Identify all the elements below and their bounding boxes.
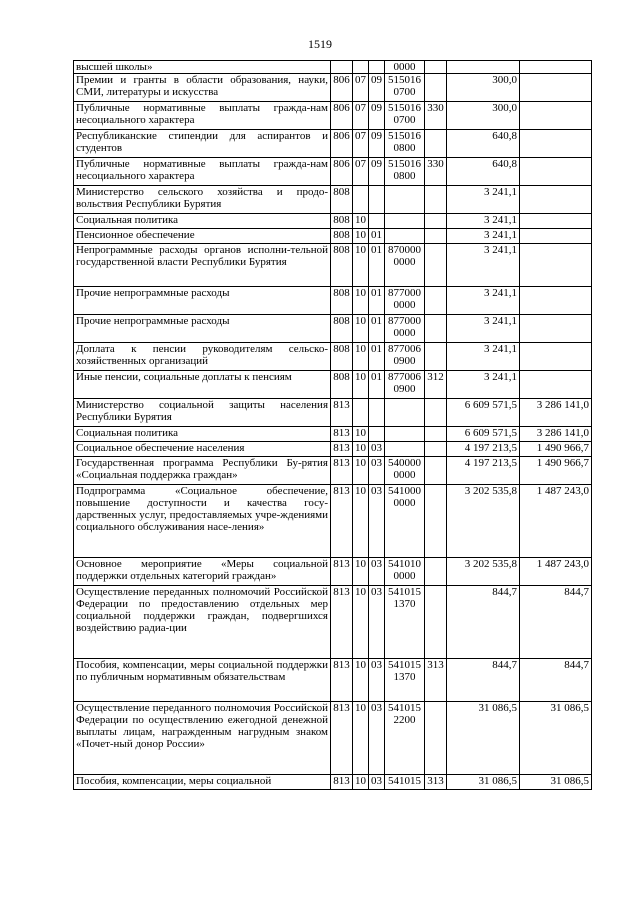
table-body: [74, 61, 592, 790]
target-code: 515016 0700: [385, 102, 425, 130]
target-code: 540000 0000: [385, 457, 425, 485]
amount-1: 4 197 213,5: [447, 442, 520, 457]
amount-1: 6 609 571,5: [447, 399, 520, 427]
section-code: 10: [353, 457, 369, 485]
section-code: [353, 399, 369, 427]
target-code: [385, 442, 425, 457]
target-code: 541015: [385, 775, 425, 790]
target-code: 541000 0000: [385, 485, 425, 558]
target-code: [385, 214, 425, 229]
section-code: 10: [353, 659, 369, 702]
amount-2: [520, 186, 592, 214]
row-name: Непрограммные расходы органов исполни-тельной государственной власти Республики Бурятия: [74, 244, 331, 287]
table-row: [74, 399, 592, 427]
section-code: 10: [353, 214, 369, 229]
table-row: [74, 229, 592, 244]
table-row: [74, 130, 592, 158]
table-row: [74, 775, 592, 790]
amount-2: [520, 74, 592, 102]
amount-1: 31 086,5: [447, 775, 520, 790]
subsection-code: 03: [369, 485, 385, 558]
ministry-code: 806: [331, 74, 353, 102]
amount-2: [520, 130, 592, 158]
ministry-code: 806: [331, 130, 353, 158]
amount-2: [520, 214, 592, 229]
table-row: [74, 427, 592, 442]
expense-type-code: 313: [425, 775, 447, 790]
table-row: [74, 343, 592, 371]
amount-1: 3 241,1: [447, 287, 520, 315]
amount-2: [520, 371, 592, 399]
amount-1: 3 241,1: [447, 371, 520, 399]
expense-type-code: [425, 61, 447, 74]
subsection-code: 03: [369, 775, 385, 790]
target-code: [385, 229, 425, 244]
ministry-code: 813: [331, 775, 353, 790]
amount-1: 3 241,1: [447, 229, 520, 244]
target-code: [385, 427, 425, 442]
row-name: Пособия, компенсации, меры социальной поддержки по публичным нормативным обязательствам: [74, 659, 331, 702]
amount-2: [520, 287, 592, 315]
section-code: 10: [353, 287, 369, 315]
subsection-code: [369, 399, 385, 427]
expense-type-code: [425, 343, 447, 371]
amount-2: [520, 229, 592, 244]
expense-type-code: [425, 74, 447, 102]
subsection-code: 09: [369, 74, 385, 102]
table-row: [74, 74, 592, 102]
ministry-code: 813: [331, 427, 353, 442]
table-row: [74, 186, 592, 214]
subsection-code: 03: [369, 457, 385, 485]
subsection-code: 01: [369, 315, 385, 343]
ministry-code: 808: [331, 214, 353, 229]
subsection-code: 03: [369, 586, 385, 659]
ministry-code: 813: [331, 457, 353, 485]
target-code: 541015 1370: [385, 586, 425, 659]
amount-2: 3 286 141,0: [520, 399, 592, 427]
subsection-code: 01: [369, 371, 385, 399]
expense-type-code: 330: [425, 158, 447, 186]
section-code: 10: [353, 427, 369, 442]
amount-2: 3 286 141,0: [520, 427, 592, 442]
target-code: 515016 0800: [385, 158, 425, 186]
ministry-code: 813: [331, 399, 353, 427]
row-name: Социальная политика: [74, 427, 331, 442]
target-code: 541015 2200: [385, 702, 425, 775]
amount-1: 844,7: [447, 586, 520, 659]
target-code: 877006 0900: [385, 371, 425, 399]
expense-type-code: [425, 558, 447, 586]
ministry-code: 813: [331, 659, 353, 702]
table-row: [74, 457, 592, 485]
row-name: высшей школы»: [74, 61, 331, 74]
amount-1: 640,8: [447, 130, 520, 158]
amount-1: 4 197 213,5: [447, 457, 520, 485]
amount-2: 31 086,5: [520, 702, 592, 775]
expense-type-code: [425, 427, 447, 442]
row-name: Публичные нормативные выплаты гражда-нам несоциального характера: [74, 158, 331, 186]
ministry-code: 808: [331, 244, 353, 287]
row-name: Государственная программа Республики Бу-рятия «Социальная поддержка граждан»: [74, 457, 331, 485]
subsection-code: 01: [369, 229, 385, 244]
row-name: Пособия, компенсации, меры социальной: [74, 775, 331, 790]
section-code: 10: [353, 229, 369, 244]
expense-type-code: [425, 214, 447, 229]
target-code: 877006 0900: [385, 343, 425, 371]
section-code: 07: [353, 130, 369, 158]
expense-type-code: 330: [425, 102, 447, 130]
ministry-code: 813: [331, 586, 353, 659]
expense-type-code: [425, 442, 447, 457]
amount-2: 1 487 243,0: [520, 558, 592, 586]
row-name: Министерство сельского хозяйства и продо-вольствия Республики Бурятия: [74, 186, 331, 214]
row-name: Осуществление переданных полномочий Российской Федерации по предоставлению отдельных мер социальной поддержки граждан, подвергшихся воздействию радиа-ции: [74, 586, 331, 659]
ministry-code: 813: [331, 442, 353, 457]
row-name: Основное мероприятие «Меры социальной поддержки отдельных категорий граждан»: [74, 558, 331, 586]
subsection-code: 09: [369, 158, 385, 186]
table-row: [74, 485, 592, 558]
row-name: Иные пенсии, социальные доплаты к пенсиям: [74, 371, 331, 399]
section-code: [353, 61, 369, 74]
amount-1: 844,7: [447, 659, 520, 702]
target-code: 515016 0800: [385, 130, 425, 158]
ministry-code: 806: [331, 158, 353, 186]
ministry-code: 808: [331, 343, 353, 371]
table-row: [74, 102, 592, 130]
expense-type-code: [425, 186, 447, 214]
ministry-code: 808: [331, 186, 353, 214]
row-name: Прочие непрограммные расходы: [74, 315, 331, 343]
section-code: 10: [353, 442, 369, 457]
expense-type-code: [425, 399, 447, 427]
row-name: Социальная политика: [74, 214, 331, 229]
budget-table: [73, 60, 592, 790]
expense-type-code: [425, 586, 447, 659]
table-row: [74, 214, 592, 229]
ministry-code: 808: [331, 287, 353, 315]
amount-1: 640,8: [447, 158, 520, 186]
row-name: Осуществление переданного полномочия Российской Федерации по осуществлению ежегодной денежной выплаты лицам, награжденным нагрудным знаком «Почет-ный донор России»: [74, 702, 331, 775]
table-row: [74, 371, 592, 399]
subsection-code: 01: [369, 343, 385, 371]
amount-1: 3 241,1: [447, 315, 520, 343]
amount-1: 3 202 535,8: [447, 485, 520, 558]
section-code: 07: [353, 102, 369, 130]
row-name: Министерство социальной защиты населения Республики Бурятия: [74, 399, 331, 427]
expense-type-code: [425, 287, 447, 315]
amount-2: [520, 315, 592, 343]
subsection-code: 03: [369, 702, 385, 775]
table-row: [74, 158, 592, 186]
row-name: Публичные нормативные выплаты гражда-нам несоциального характера: [74, 102, 331, 130]
target-code: 877000 0000: [385, 287, 425, 315]
row-name: Прочие непрограммные расходы: [74, 287, 331, 315]
section-code: 10: [353, 702, 369, 775]
subsection-code: 01: [369, 244, 385, 287]
subsection-code: [369, 214, 385, 229]
section-code: 10: [353, 558, 369, 586]
expense-type-code: 313: [425, 659, 447, 702]
section-code: 10: [353, 485, 369, 558]
subsection-code: 09: [369, 130, 385, 158]
row-name: Республиканские стипендии для аспирантов и студентов: [74, 130, 331, 158]
subsection-code: 01: [369, 287, 385, 315]
amount-1: 300,0: [447, 102, 520, 130]
section-code: 10: [353, 586, 369, 659]
section-code: 10: [353, 315, 369, 343]
ministry-code: 813: [331, 702, 353, 775]
table-row: [74, 586, 592, 659]
section-code: 10: [353, 244, 369, 287]
page-number: 1519: [308, 37, 332, 51]
section-code: 10: [353, 343, 369, 371]
amount-2: 1 490 966,7: [520, 442, 592, 457]
target-code: 515016 0700: [385, 74, 425, 102]
amount-2: [520, 343, 592, 371]
subsection-code: [369, 186, 385, 214]
subsection-code: [369, 61, 385, 74]
amount-1: 3 241,1: [447, 186, 520, 214]
table-row: [74, 558, 592, 586]
expense-type-code: [425, 130, 447, 158]
row-name: Пенсионное обеспечение: [74, 229, 331, 244]
amount-1: 6 609 571,5: [447, 427, 520, 442]
expense-type-code: [425, 244, 447, 287]
amount-2: 844,7: [520, 586, 592, 659]
target-code: 877000 0000: [385, 315, 425, 343]
amount-2: [520, 102, 592, 130]
table-row: [74, 442, 592, 457]
ministry-code: 813: [331, 558, 353, 586]
amount-2: 844,7: [520, 659, 592, 702]
table-row: [74, 244, 592, 287]
subsection-code: 03: [369, 558, 385, 586]
ministry-code: 806: [331, 102, 353, 130]
amount-1: [447, 61, 520, 74]
subsection-code: 03: [369, 442, 385, 457]
subsection-code: 09: [369, 102, 385, 130]
section-code: 07: [353, 74, 369, 102]
amount-2: [520, 61, 592, 74]
row-name: Социальное обеспечение населения: [74, 442, 331, 457]
target-code: [385, 399, 425, 427]
ministry-code: 813: [331, 485, 353, 558]
target-code: 0000: [385, 61, 425, 74]
target-code: [385, 186, 425, 214]
table-row: [74, 61, 592, 74]
section-code: [353, 186, 369, 214]
row-name: Доплата к пенсии руководителям сельско-хозяйственных организаций: [74, 343, 331, 371]
ministry-code: [331, 61, 353, 74]
ministry-code: 808: [331, 315, 353, 343]
amount-1: 300,0: [447, 74, 520, 102]
expense-type-code: [425, 702, 447, 775]
table-row: [74, 659, 592, 702]
amount-2: 31 086,5: [520, 775, 592, 790]
expense-type-code: [425, 315, 447, 343]
amount-1: 3 241,1: [447, 343, 520, 371]
amount-1: 3 241,1: [447, 214, 520, 229]
section-code: 10: [353, 371, 369, 399]
row-name: Подпрограмма «Социальное обеспечение, повышение доступности и качества госу-дарственных услуг, предоставляемых учре-ждениями социального обслуживания насе-ления»: [74, 485, 331, 558]
expense-type-code: [425, 229, 447, 244]
target-code: 541010 0000: [385, 558, 425, 586]
expense-type-code: [425, 457, 447, 485]
section-code: 10: [353, 775, 369, 790]
expense-type-code: [425, 485, 447, 558]
subsection-code: [369, 427, 385, 442]
amount-1: 3 202 535,8: [447, 558, 520, 586]
amount-1: 3 241,1: [447, 244, 520, 287]
amount-2: [520, 158, 592, 186]
ministry-code: 808: [331, 229, 353, 244]
section-code: 07: [353, 158, 369, 186]
target-code: 541015 1370: [385, 659, 425, 702]
table-row: [74, 315, 592, 343]
amount-2: 1 487 243,0: [520, 485, 592, 558]
table-row: [74, 702, 592, 775]
amount-2: 1 490 966,7: [520, 457, 592, 485]
subsection-code: 03: [369, 659, 385, 702]
amount-2: [520, 244, 592, 287]
table-row: [74, 287, 592, 315]
target-code: 870000 0000: [385, 244, 425, 287]
ministry-code: 808: [331, 371, 353, 399]
expense-type-code: 312: [425, 371, 447, 399]
row-name: Премии и гранты в области образования, науки, СМИ, литературы и искусства: [74, 74, 331, 102]
amount-1: 31 086,5: [447, 702, 520, 775]
